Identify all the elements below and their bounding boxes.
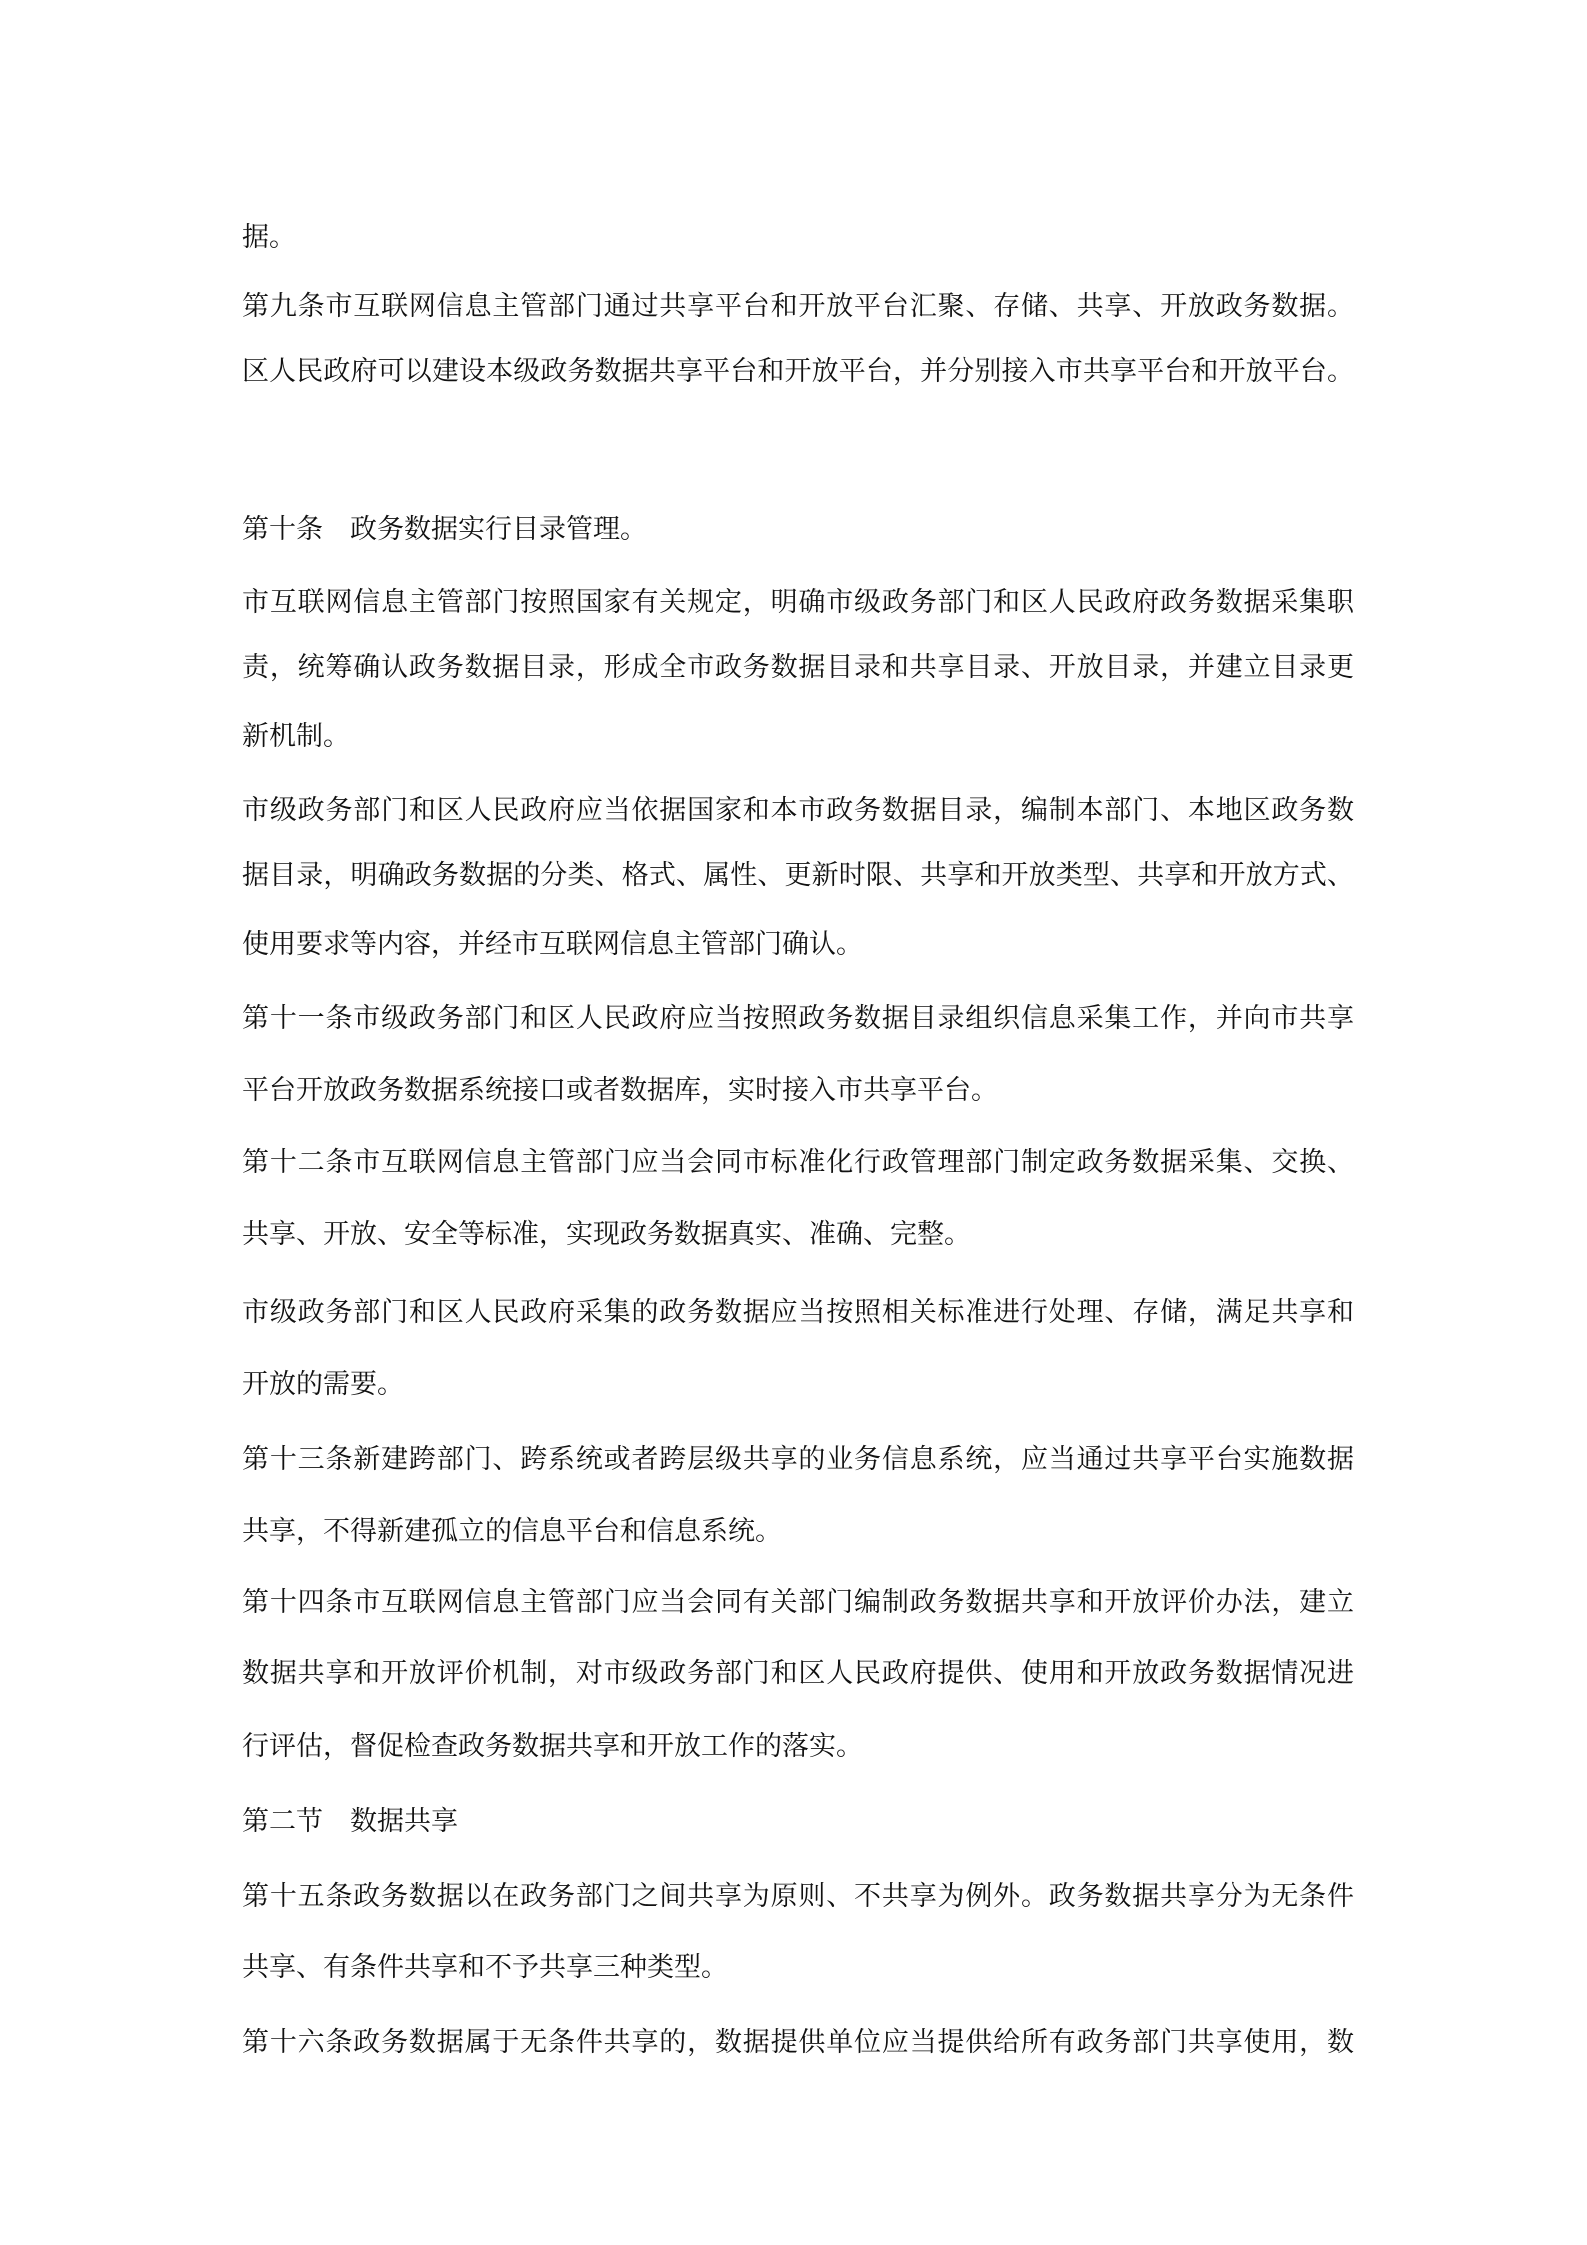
paragraph-line: 数据共享和开放评价机制，对市级政务部门和区人民政府提供、使用和开放政务数据情况进: [242, 1658, 1354, 1689]
paragraph-line: 第十三条新建跨部门、跨系统或者跨层级共享的业务信息系统，应当通过共享平台实施数据: [242, 1444, 1354, 1475]
paragraph-line: 行评估，督促检查政务数据共享和开放工作的落实。: [242, 1731, 863, 1762]
paragraph-line: 使用要求等内容，并经市互联网信息主管部门确认。: [242, 929, 863, 960]
paragraph-line: 据。: [242, 222, 296, 253]
paragraph-line: 第十条 政务数据实行目录管理。: [242, 514, 647, 545]
paragraph-line: 第十四条市互联网信息主管部门应当会同有关部门编制政务数据共享和开放评价办法，建立: [242, 1587, 1354, 1618]
paragraph-line: 第十六条政务数据属于无条件共享的，数据提供单位应当提供给所有政务部门共享使用，数: [242, 2027, 1354, 2058]
paragraph-line: 新机制。: [242, 721, 350, 752]
paragraph-line: 共享，不得新建孤立的信息平台和信息系统。: [242, 1516, 782, 1547]
section-heading: 第二节 数据共享: [242, 1806, 458, 1837]
paragraph-line: 据目录，明确政务数据的分类、格式、属性、更新时限、共享和开放类型、共享和开放方式、: [242, 860, 1354, 891]
paragraph-line: 市级政务部门和区人民政府应当依据国家和本市政务数据目录，编制本部门、本地区政务数: [242, 795, 1354, 826]
paragraph-line: 第十五条政务数据以在政务部门之间共享为原则、不共享为例外。政务数据共享分为无条件: [242, 1881, 1354, 1912]
paragraph-line: 第十二条市互联网信息主管部门应当会同市标准化行政管理部门制定政务数据采集、交换、: [242, 1147, 1354, 1178]
paragraph-line: 市级政务部门和区人民政府采集的政务数据应当按照相关标准进行处理、存储，满足共享和: [242, 1297, 1354, 1328]
paragraph-line: 平台开放政务数据系统接口或者数据库，实时接入市共享平台。: [242, 1075, 998, 1106]
paragraph-line: 责，统筹确认政务数据目录，形成全市政务数据目录和共享目录、开放目录，并建立目录更: [242, 652, 1354, 683]
paragraph-line: 共享、开放、安全等标准，实现政务数据真实、准确、完整。: [242, 1219, 971, 1250]
paragraph-line: 共享、有条件共享和不予共享三种类型。: [242, 1952, 728, 1983]
paragraph-line: 开放的需要。: [242, 1369, 404, 1400]
paragraph-line: 区人民政府可以建设本级政务数据共享平台和开放平台，并分别接入市共享平台和开放平台。: [242, 356, 1354, 387]
paragraph-line: 第十一条市级政务部门和区人民政府应当按照政务数据目录组织信息采集工作，并向市共享: [242, 1003, 1354, 1034]
paragraph-line: 第九条市互联网信息主管部门通过共享平台和开放平台汇聚、存储、共享、开放政务数据。: [242, 291, 1354, 322]
paragraph-line: 市互联网信息主管部门按照国家有关规定，明确市级政务部门和区人民政府政务数据采集职: [242, 587, 1354, 618]
